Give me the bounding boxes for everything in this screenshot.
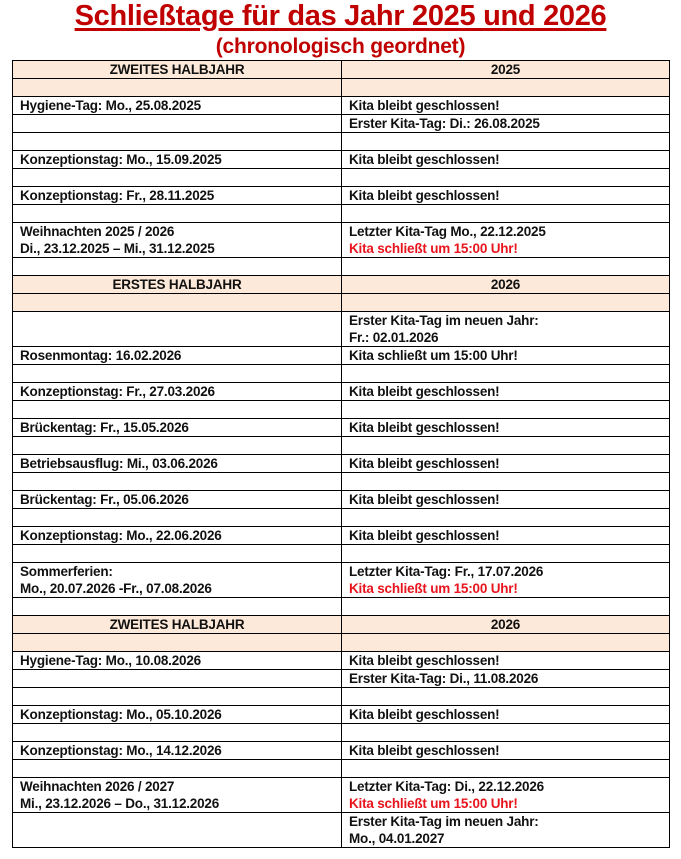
page-title	[0, 0, 681, 32]
event-cell: Konzeptionstag: Mo., 15.09.2025	[13, 151, 342, 169]
empty-row	[13, 688, 670, 706]
event-cell: Hygiene-Tag: Mo., 10.08.2026	[13, 652, 342, 670]
note-line: Erster Kita-Tag im neuen Jahr:	[349, 814, 539, 829]
event-cell: Konzeptionstag: Mo., 22.06.2026	[13, 527, 342, 545]
note-cell: Kita bleibt geschlossen!	[342, 97, 670, 115]
empty-row	[13, 258, 670, 276]
table-row	[13, 652, 670, 670]
section-header-year: 2026	[342, 616, 670, 634]
table-row	[13, 312, 670, 347]
section-header-year: 2026	[342, 276, 670, 294]
section-header-row	[13, 616, 670, 634]
table-row	[13, 97, 670, 115]
note-line: Letzter Kita-Tag: Fr., 17.07.2026	[349, 564, 544, 579]
table-row	[13, 706, 670, 724]
event-cell: Brückentag: Fr., 05.06.2026	[13, 491, 342, 509]
note-cell: Kita bleibt geschlossen!	[342, 419, 670, 437]
section-spacer-row	[13, 294, 670, 312]
note-cell: Kita bleibt geschlossen!	[342, 742, 670, 760]
note-cell: Kita bleibt geschlossen!	[342, 187, 670, 205]
empty-row	[13, 365, 670, 383]
table-row	[13, 151, 670, 169]
event-cell: Betriebsausflug: Mi., 03.06.2026	[13, 455, 342, 473]
section-header-row	[13, 276, 670, 294]
empty-row	[13, 205, 670, 223]
note-cell: Kita bleibt geschlossen!	[342, 455, 670, 473]
event-cell: Hygiene-Tag: Mo., 25.08.2025	[13, 97, 342, 115]
table-row	[13, 563, 670, 598]
table-row	[13, 813, 670, 848]
note-cell	[342, 778, 670, 813]
empty-row	[13, 401, 670, 419]
table-row	[13, 115, 670, 133]
event-cell	[13, 813, 342, 848]
event-cell: Konzeptionstag: Fr., 27.03.2026	[13, 383, 342, 401]
empty-row	[13, 760, 670, 778]
section-header-year: 2025	[342, 61, 670, 79]
empty-row	[13, 133, 670, 151]
closure-days-table	[12, 60, 670, 848]
note-line-red: Kita schließt um 15:00 Uhr!	[349, 581, 518, 596]
note-line: Letzter Kita-Tag Mo., 22.12.2025	[349, 224, 546, 239]
note-cell	[342, 563, 670, 598]
empty-row	[13, 169, 670, 187]
empty-row	[13, 509, 670, 527]
event-line: Weihnachten 2025 / 2026	[20, 224, 175, 239]
section-header-label: ERSTES HALBJAHR	[13, 276, 342, 294]
event-cell	[13, 312, 342, 347]
empty-row	[13, 473, 670, 491]
note-line: Erster Kita-Tag im neuen Jahr:	[349, 313, 539, 328]
note-cell: Kita bleibt geschlossen!	[342, 527, 670, 545]
note-line-red: Kita schließt um 15:00 Uhr!	[349, 241, 518, 256]
event-cell: Konzeptionstag: Mo., 05.10.2026	[13, 706, 342, 724]
event-cell: Konzeptionstag: Fr., 28.11.2025	[13, 187, 342, 205]
event-line: Mi., 23.12.2026 – Do., 31.12.2026	[20, 796, 220, 811]
empty-row	[13, 437, 670, 455]
table-row	[13, 347, 670, 365]
table-row	[13, 187, 670, 205]
section-spacer-row	[13, 634, 670, 652]
empty-row	[13, 724, 670, 742]
table-row	[13, 527, 670, 545]
event-line: Sommerferien:	[20, 564, 113, 579]
section-header-label: ZWEITES HALBJAHR	[13, 61, 342, 79]
event-cell: Rosenmontag: 16.02.2026	[13, 347, 342, 365]
note-cell	[342, 312, 670, 347]
table-row	[13, 383, 670, 401]
table-row	[13, 491, 670, 509]
table-row	[13, 778, 670, 813]
note-cell: Erster Kita-Tag: Di., 11.08.2026	[342, 670, 670, 688]
note-cell: Erster Kita-Tag: Di.: 26.08.2025	[342, 115, 670, 133]
event-cell: Konzeptionstag: Mo., 14.12.2026	[13, 742, 342, 760]
table-row	[13, 419, 670, 437]
event-line: Weihnachten 2026 / 2027	[20, 779, 175, 794]
note-line-red: Kita schließt um 15:00 Uhr!	[349, 796, 518, 811]
note-cell: Kita schließt um 15:00 Uhr!	[342, 347, 670, 365]
note-cell: Kita bleibt geschlossen!	[342, 383, 670, 401]
note-cell	[342, 223, 670, 258]
empty-row	[13, 598, 670, 616]
event-cell: Brückentag: Fr., 15.05.2026	[13, 419, 342, 437]
note-line: Fr.: 02.01.2026	[349, 330, 439, 345]
event-cell	[13, 778, 342, 813]
note-cell: Kita bleibt geschlossen!	[342, 652, 670, 670]
table-row	[13, 223, 670, 258]
event-cell	[13, 115, 342, 133]
event-line: Di., 23.12.2025 – Mi., 31.12.2025	[20, 241, 215, 256]
event-cell	[13, 563, 342, 598]
table-row	[13, 670, 670, 688]
empty-row	[13, 545, 670, 563]
section-header-row	[13, 61, 670, 79]
page-title-text: Schließtage für das Jahr 2025 und 2026	[74, 0, 607, 32]
page-subtitle: (chronologisch geordnet)	[215, 35, 466, 58]
note-cell: Kita bleibt geschlossen!	[342, 151, 670, 169]
section-spacer-row	[13, 79, 670, 97]
note-cell: Kita bleibt geschlossen!	[342, 706, 670, 724]
section-header-label: ZWEITES HALBJAHR	[13, 616, 342, 634]
note-cell	[342, 813, 670, 848]
note-line: Letzter Kita-Tag: Di., 22.12.2026	[349, 779, 544, 794]
table-row	[13, 742, 670, 760]
table-row	[13, 455, 670, 473]
note-line: Mo., 04.01.2027	[349, 831, 445, 846]
event-cell	[13, 670, 342, 688]
event-cell	[13, 223, 342, 258]
note-cell: Kita bleibt geschlossen!	[342, 491, 670, 509]
event-line: Mo., 20.07.2026 -Fr., 07.08.2026	[20, 581, 212, 596]
